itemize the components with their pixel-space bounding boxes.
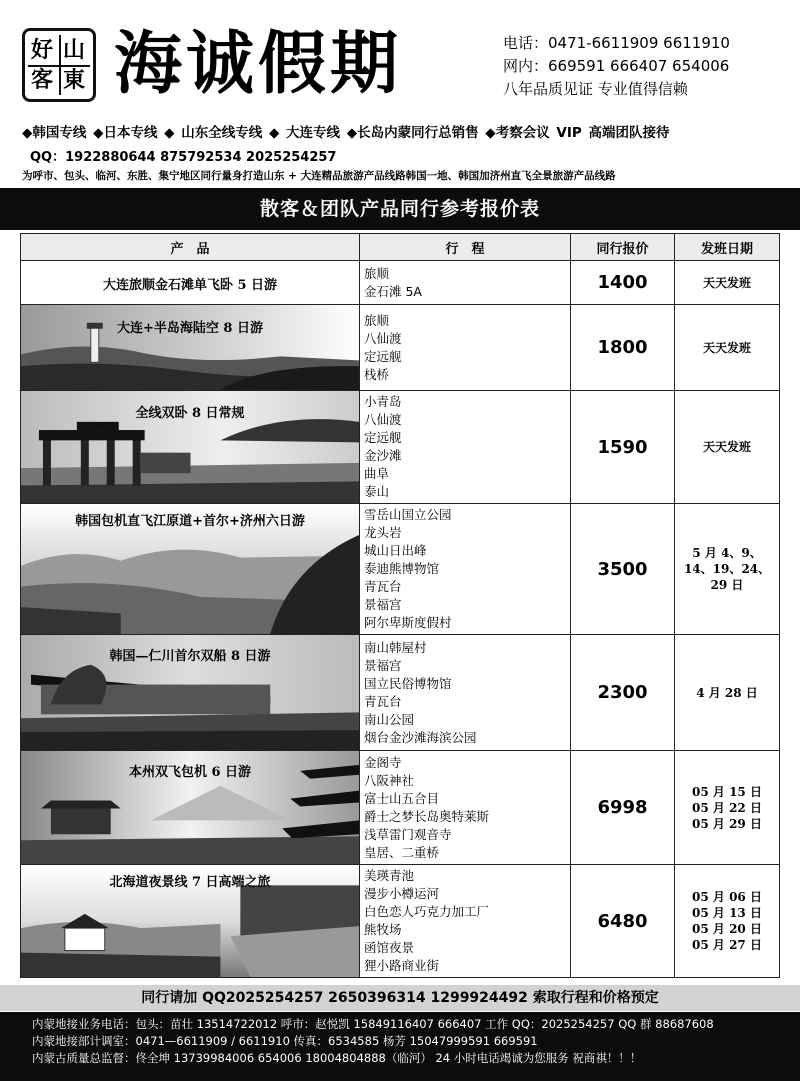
price-table <box>20 233 780 978</box>
date-line: 14、19、24、 <box>683 562 771 576</box>
slogan: 八年品质见证 专业值得信赖 <box>503 80 688 98</box>
price-cell: 1400 <box>571 261 675 305</box>
brand-title: 海诚假期 <box>114 25 403 104</box>
product-name: 全线双卧 8 日常规 <box>135 406 245 421</box>
date-line: 05 月 06 日 <box>692 890 762 904</box>
itinerary-cell <box>360 261 571 305</box>
itinerary-item: 白色恋人巧克力加工厂 <box>364 904 490 919</box>
itinerary-item: 浅草雷门观音寺 <box>364 826 452 842</box>
table-title: 散客＆团队产品同行参考报价表 <box>0 188 800 230</box>
product-cell <box>21 305 360 391</box>
date-line: 天天发班 <box>702 275 751 290</box>
price-cell: 1590 <box>571 391 675 504</box>
itinerary-item: 栈桥 <box>364 366 390 382</box>
date-line: 05 月 27 日 <box>692 938 762 952</box>
contact-phone: 电话：0471-6611909 6611910 <box>503 34 730 52</box>
qq-line: QQ：1922880644 875792534 2025254257 <box>30 150 337 165</box>
header-price: 同行报价 <box>571 234 675 261</box>
table-row <box>21 635 780 751</box>
date-line: 05 月 20 日 <box>692 922 762 936</box>
itinerary-item: 国立民俗博物馆 <box>364 675 452 691</box>
itinerary-item: 曲阜 <box>364 466 390 481</box>
itinerary-item: 皇居、二重桥 <box>364 844 440 860</box>
itinerary-item: 景福宫 <box>364 597 402 612</box>
logo-char: 好 <box>31 37 54 63</box>
table-row <box>21 751 780 865</box>
footer-line: 内蒙古质量总监督：佟全坤 13739984006 654006 18004804888（临河） 24 小时电话竭诚为您服务 祝商祺！！！ <box>32 1051 642 1065</box>
dates-cell <box>675 635 780 751</box>
price-cell: 6480 <box>571 865 675 978</box>
date-line: 天天发班 <box>702 340 751 355</box>
itinerary-cell <box>360 504 571 635</box>
itinerary-item: 烟台金沙滩海滨公园 <box>364 729 477 745</box>
price-cell: 3500 <box>571 504 675 635</box>
itinerary-item: 函馆夜景 <box>364 940 415 955</box>
product-name: 韩国包机直飞江原道+首尔+济州六日游 <box>75 514 305 529</box>
itinerary-item: 定远舰 <box>364 430 402 445</box>
date-line: 4 月 28 日 <box>696 685 758 700</box>
product-cell <box>21 751 360 865</box>
date-line: 05 月 22 日 <box>692 800 762 815</box>
itinerary-item: 泰迪熊博物馆 <box>364 561 440 576</box>
product-name: 韩国—仁川首尔双船 8 日游 <box>109 649 271 664</box>
itinerary-cell <box>360 751 571 865</box>
service-lines: ◆韩国专线 ◆日本专线 ◆ 山东全线专线 ◆ 大连专线 ◆长岛内蒙同行总销售 ◆考察会议 VIP 高端团队接待 <box>22 125 670 141</box>
product-name: 大连旅顺金石滩单飞卧 5 日游 <box>102 278 278 293</box>
header-itinerary: 行 程 <box>360 234 571 261</box>
logo-char: 山 <box>63 37 86 63</box>
dates-cell <box>675 751 780 865</box>
itinerary-item: 金阁寺 <box>364 754 402 770</box>
itinerary-cell <box>360 635 571 751</box>
date-line: 天天发班 <box>702 440 751 454</box>
itinerary-item: 旅顺 <box>364 312 390 328</box>
product-cell <box>21 261 360 305</box>
table-row <box>21 305 780 391</box>
product-cell <box>21 635 360 751</box>
itinerary-item: 金沙滩 <box>364 448 402 463</box>
dates-cell <box>675 504 780 635</box>
table-header-row <box>21 234 780 261</box>
itinerary-item: 城山日出峰 <box>364 543 427 558</box>
header-product: 产 品 <box>21 234 360 261</box>
price-cell: 2300 <box>571 635 675 751</box>
contact-internal: 网内：669591 666407 654006 <box>503 57 730 75</box>
itinerary-cell <box>360 391 571 504</box>
dates-cell <box>675 261 780 305</box>
table-row <box>21 504 780 635</box>
date-line: 05 月 29 日 <box>692 816 762 831</box>
itinerary-item: 阿尔卑斯度假村 <box>364 615 452 630</box>
itinerary-item: 龙头岩 <box>364 525 402 540</box>
itinerary-item: 旅顺 <box>364 265 390 281</box>
date-line: 05 月 15 日 <box>692 784 762 799</box>
itinerary-item: 狸小路商业街 <box>364 958 440 973</box>
footer-contacts <box>0 1012 800 1081</box>
product-name: 大连+半岛海陆空 8 日游 <box>117 321 263 336</box>
product-name: 北海道夜景线 7 日高端之旅 <box>109 875 271 890</box>
product-cell <box>21 391 360 504</box>
product-cell <box>21 504 360 635</box>
itinerary-cell <box>360 865 571 978</box>
price-cell: 6998 <box>571 751 675 865</box>
itinerary-item: 青瓦台 <box>364 693 402 709</box>
itinerary-item: 熊牧场 <box>364 922 402 937</box>
table-row <box>21 261 780 305</box>
itinerary-item: 爵士之梦长岛奥特莱斯 <box>364 808 490 824</box>
itinerary-item: 美瑛青池 <box>364 868 415 883</box>
description: 为呼市、包头、临河、东胜、集宁地区同行量身打造山东 + 大连精品旅游产品线路韩国一地、韩国加济州直飞全景旅游产品线路 <box>22 170 616 182</box>
contact-block <box>503 32 730 101</box>
itinerary-item: 雪岳山国立公园 <box>364 507 452 522</box>
itinerary-item: 定远舰 <box>364 348 402 364</box>
itinerary-item: 八阪神社 <box>364 772 415 788</box>
itinerary-item: 泰山 <box>364 484 390 499</box>
itinerary-item: 金石滩 5A <box>364 283 422 299</box>
price-cell: 1800 <box>571 305 675 391</box>
itinerary-item: 南山韩屋村 <box>364 639 427 655</box>
footer-line: 内蒙地接业务电话：包头：苗壮 13514722012 呼市：赵悦凯 15849116407 666407 工作 QQ：2025254257 QQ 群 88687608 <box>32 1017 714 1031</box>
itinerary-item: 青瓦台 <box>364 579 402 594</box>
dates-cell <box>675 305 780 391</box>
logo-char: 客 <box>31 67 54 93</box>
dates-cell <box>675 391 780 504</box>
itinerary-item: 小青岛 <box>364 394 402 409</box>
itinerary-cell <box>360 305 571 391</box>
itinerary-item: 富士山五合目 <box>364 790 440 806</box>
date-line: 29 日 <box>710 578 744 592</box>
product-name: 本州双飞包机 6 日游 <box>128 765 252 780</box>
table-row <box>21 391 780 504</box>
date-line: 5 月 4、9、 <box>692 546 762 560</box>
logo-char: 東 <box>63 67 86 93</box>
itinerary-item: 漫步小樽运河 <box>364 886 440 901</box>
itinerary-item: 南山公园 <box>364 711 415 727</box>
itinerary-item: 八仙渡 <box>364 330 402 346</box>
table-row <box>21 865 780 978</box>
date-line: 05 月 13 日 <box>692 906 762 920</box>
header-dates: 发班日期 <box>675 234 780 261</box>
itinerary-item: 景福宫 <box>364 657 402 673</box>
product-cell <box>21 865 360 978</box>
footer-bar: 同行请加 QQ2025254257 2650396314 1299924492 索取行程和价格预定 <box>0 985 800 1011</box>
dates-cell <box>675 865 780 978</box>
itinerary-item: 八仙渡 <box>364 412 402 427</box>
logo <box>22 28 96 102</box>
footer-line: 内蒙地接部计调室：0471—6611909 / 6611910 传真：6534585 杨芳 15047999591 669591 <box>32 1034 538 1048</box>
